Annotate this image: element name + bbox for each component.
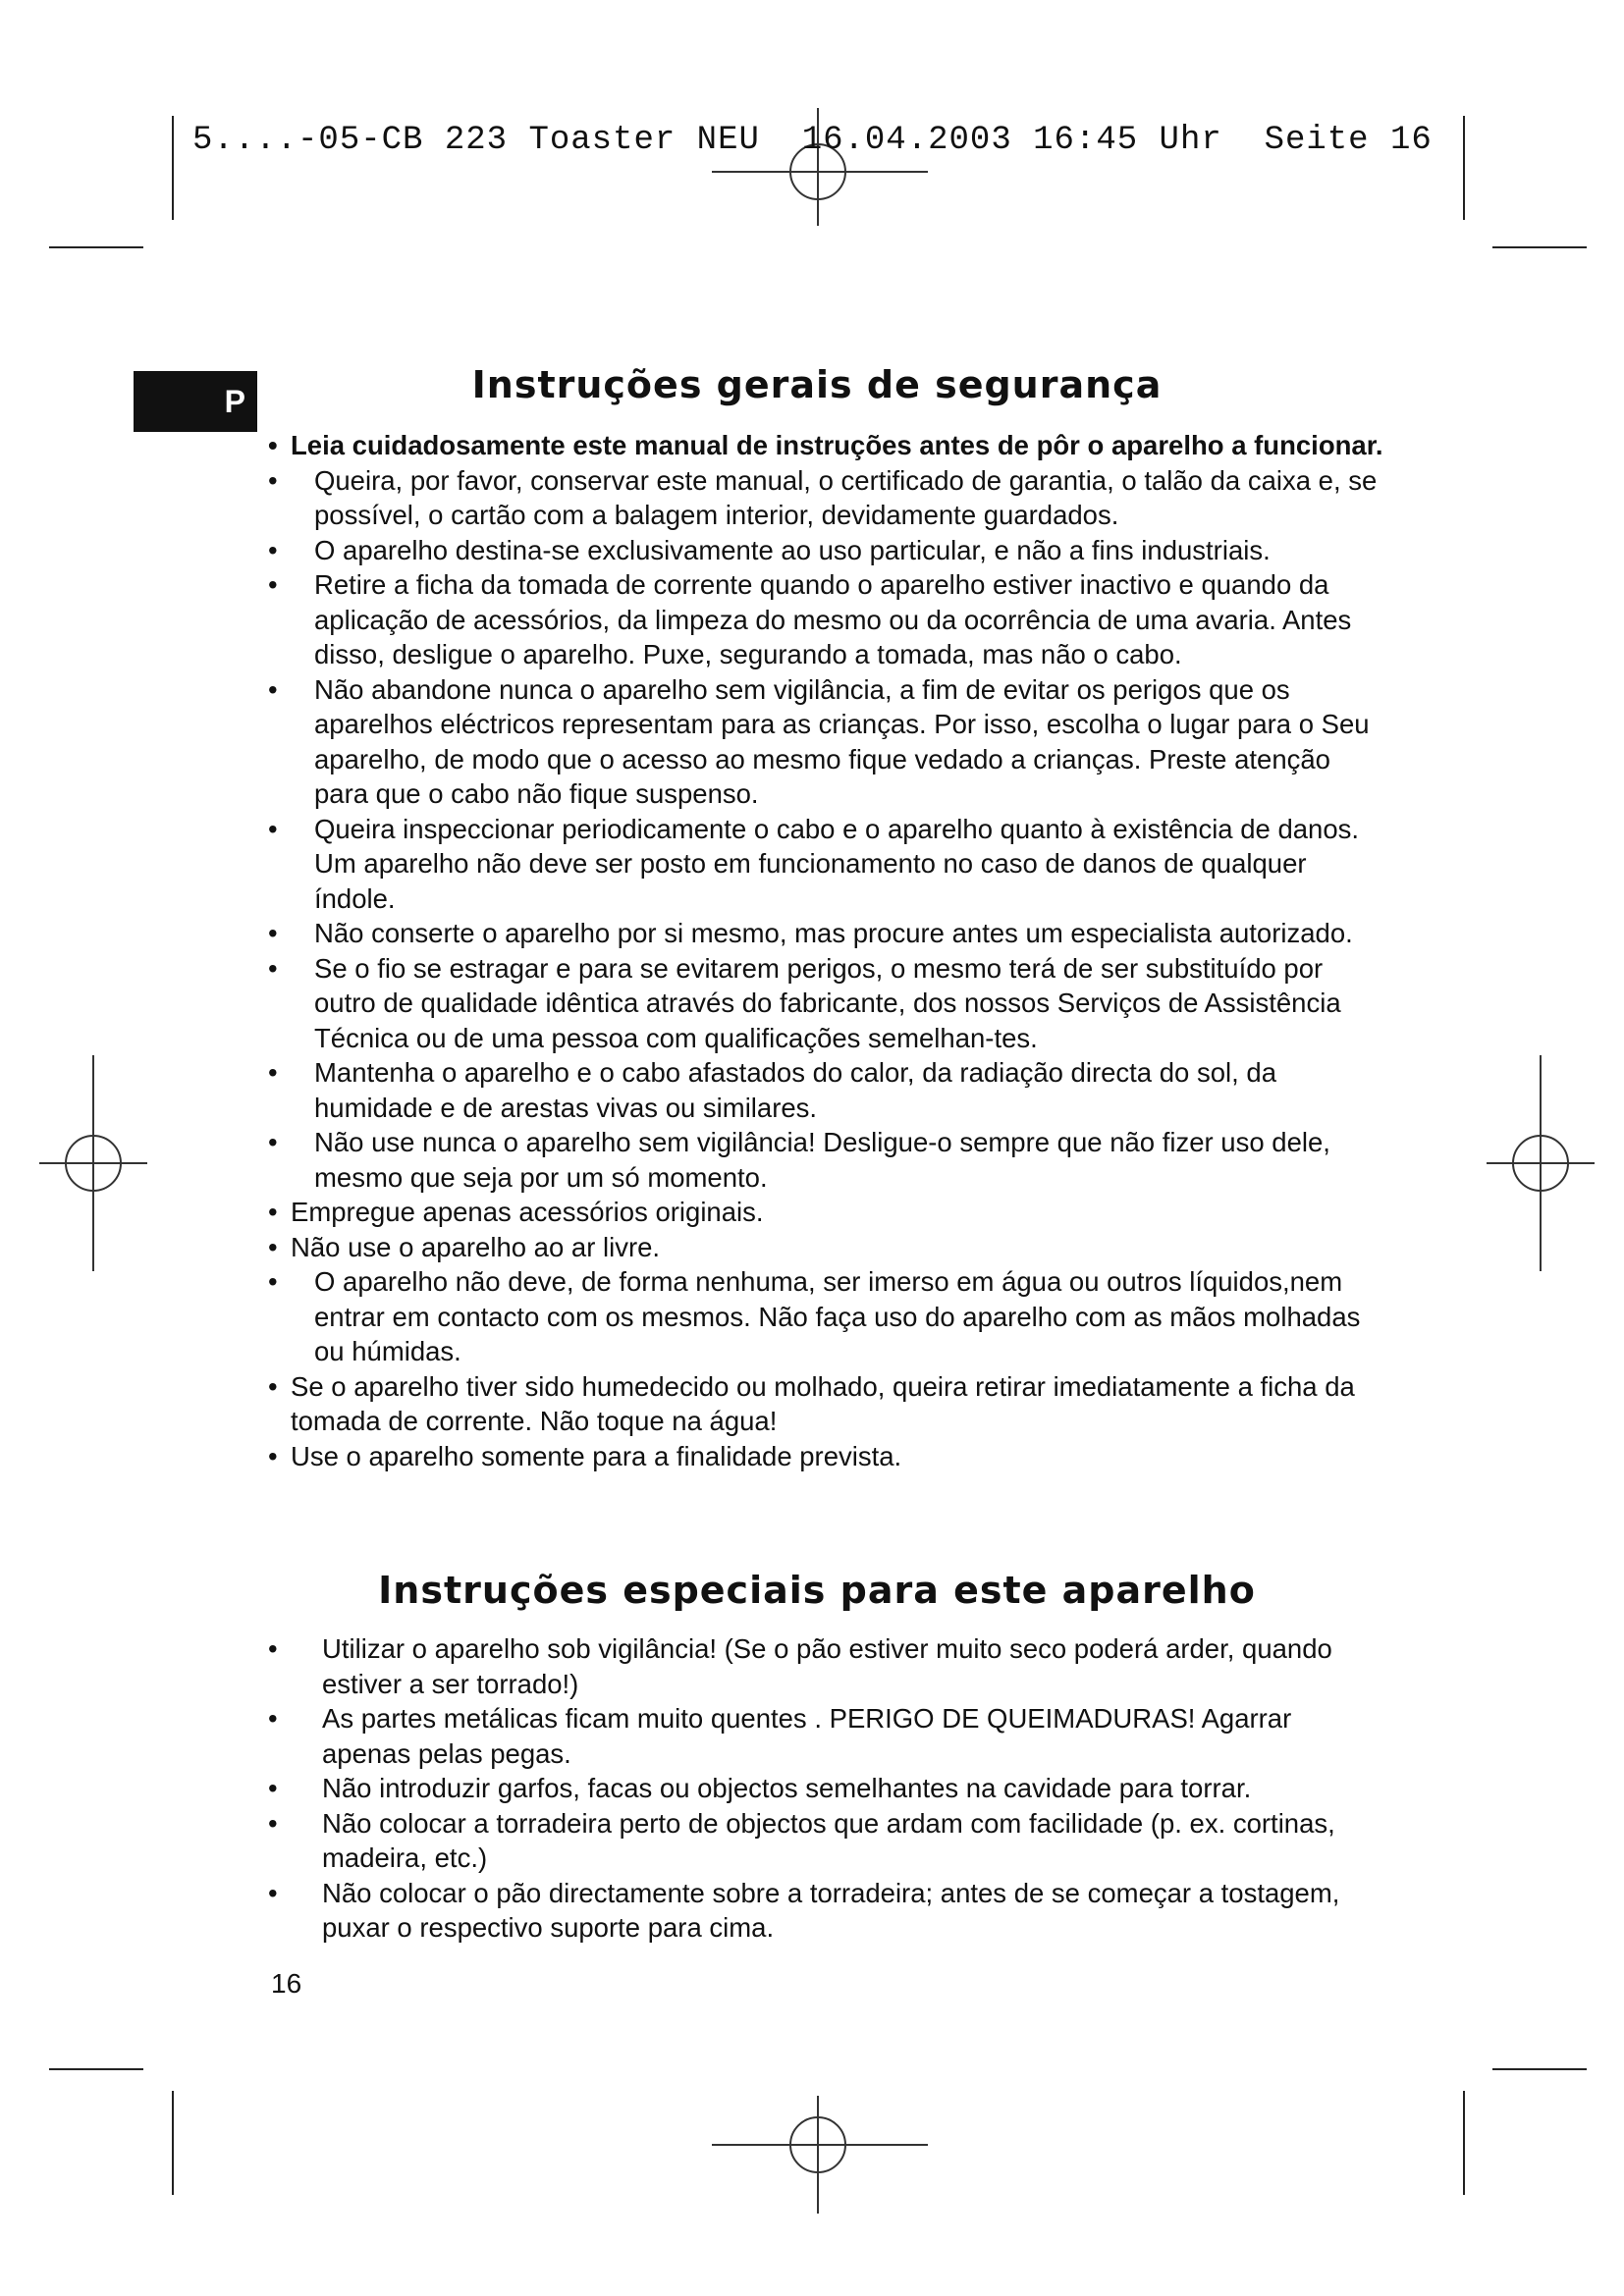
list-item: • Não use nunca o aparelho sem vigilância! Desligue-o sempre que não fizer uso dele, mesmo que seja por um só momento. — [268, 1127, 1330, 1193]
list-item: • Queira inspeccionar periodicamente o cabo e o aparelho quanto à existência de danos. Um aparelho não deve ser posto em funcionamento no caso de danos de qualquer índole. — [268, 813, 1360, 914]
list-item: • Se o aparelho tiver sido humedecido ou molhado, queira retirar imediatamente a ficha da tomada de corrente. Não toque na água! — [268, 1370, 1355, 1436]
list-item: • As partes metálicas ficam muito quentes . PERIGO DE QUEIMADURAS! Agarrar apenas pelas pegas. — [268, 1703, 1292, 1769]
list-item: • Não conserte o aparelho por si mesmo, mas procure antes um especialista autorizado. — [268, 918, 1353, 948]
list-item: • Use o aparelho somente para a finalidade prevista. — [268, 1440, 902, 1471]
list-item: • Queira, por favor, conservar este manual, o certificado de garantia, o talão da caixa e, se possível, o cartão com a balagem interior, devidamente guardados. — [268, 464, 1378, 530]
crop-mark-bottom-left-horizontal — [49, 2068, 143, 2070]
crop-mark-bottom-right-horizontal — [1492, 2068, 1587, 2070]
registration-mark-bottom — [712, 2096, 928, 2214]
list-item: • Não colocar a torradeira perto de objectos que ardam com facilidade (p. ex. cortinas, madeira, etc.) — [268, 1807, 1335, 1873]
list-item: • Empregue apenas acessórios originais. — [268, 1197, 764, 1227]
list-item: • Utilizar o aparelho sob vigilância! (Se o pão estiver muito seco poderá arder, quando estiver a ser torrado!) — [268, 1633, 1332, 1699]
registration-mark-left — [39, 1055, 147, 1271]
general-safety-list — [265, 428, 1384, 1473]
registration-mark-right — [1487, 1055, 1595, 1271]
special-instructions-list — [265, 1631, 1384, 1946]
print-header: 5....-05-CB 223 Toaster NEU 16.04.2003 16:45 Uhr Seite 16 — [192, 122, 1433, 159]
crop-mark-top-right-vertical — [1463, 116, 1465, 220]
crop-mark-bottom-right-vertical — [1463, 2091, 1465, 2195]
list-item: • Não use o aparelho ao ar livre. — [268, 1231, 661, 1262]
list-item: • Leia cuidadosamente este manual de instruções antes de pôr o aparelho a funcionar. — [268, 430, 1383, 460]
list-item: • Se o fio se estragar e para se evitarem perigos, o mesmo terá de ser substituído por outro de qualidade idêntica através do fabricante, dos nossos Serviços de Assistência Técnica ou de uma pessoa com qualificações semelhan-tes. — [268, 952, 1341, 1053]
list-item: • O aparelho não deve, de forma nenhuma, ser imerso em água ou outros líquidos,nem entrar em contacto com os mesmos. Não faça uso do aparelho com as mãos molhadas ou húmidas. — [268, 1266, 1361, 1366]
crop-mark-top-left-vertical — [172, 116, 174, 220]
page-number: 16 — [271, 1968, 302, 1999]
list-item: • Mantenha o aparelho e o cabo afastados do calor, da radiação directa do sol, da humidade e de arestas vivas ou similares. — [268, 1057, 1276, 1123]
list-item: • Não abandone nunca o aparelho sem vigilância, a fim de evitar os perigos que os aparelhos eléctricos representam para as crianças. Por isso, escolha o lugar para o Seu aparelho, de modo que o acesso ao mesmo fique vedado a crianças. Preste atenção para que o cabo não fique suspenso. — [268, 673, 1370, 809]
list-item: • O aparelho destina-se exclusivamente ao uso particular, e não a fins industriais. — [268, 534, 1271, 565]
list-item: • Retire a ficha da tomada de corrente quando o aparelho estiver inactivo e quando da aplicação de acessórios, da limpeza do mesmo ou da ocorrência de uma avaria. Antes disso, desligue o aparelho. Puxe, segurando a tomada, mas não o cabo. — [268, 569, 1352, 669]
list-item: • Não colocar o pão directamente sobre a torradeira; antes de se começar a tostagem, puxar o respectivo suporte para cima. — [268, 1877, 1340, 1943]
list-item: • Não introduzir garfos, facas ou objectos semelhantes na cavidade para torrar. — [268, 1773, 1252, 1803]
crop-mark-top-left-horizontal — [49, 246, 143, 248]
language-tab: P — [134, 371, 257, 432]
section-title-special: Instruções especiais para este aparelho — [378, 1569, 1256, 1612]
crop-mark-top-right-horizontal — [1492, 246, 1587, 248]
crop-mark-bottom-left-vertical — [172, 2091, 174, 2195]
section-title-general: Instruções gerais de segurança — [471, 363, 1163, 406]
